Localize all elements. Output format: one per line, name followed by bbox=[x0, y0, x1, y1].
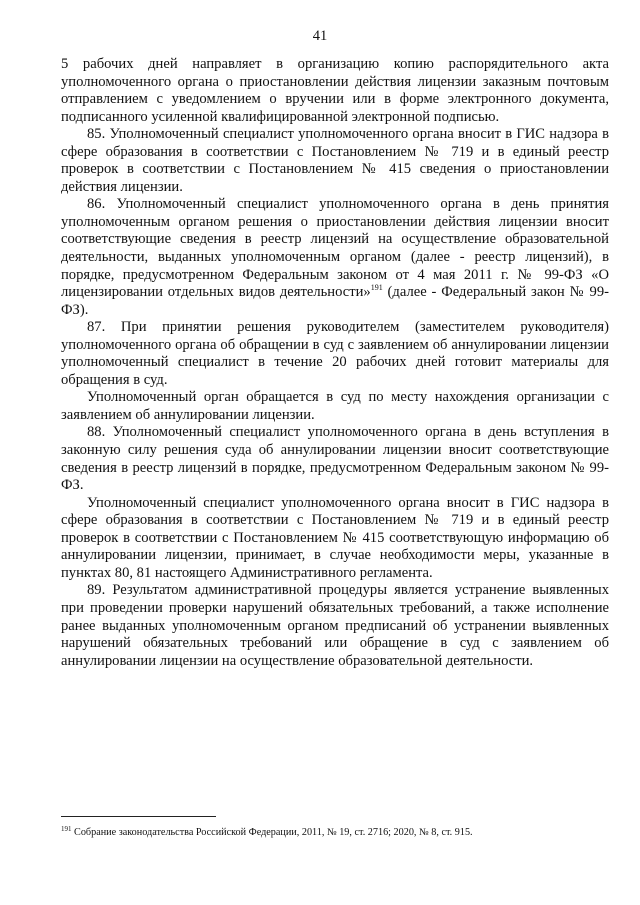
paragraph-88-gis: Уполномоченный специалист уполномоченного органа вносит в ГИС надзора в сфере образования в соответствии с Постановлением № 719 и в единый реестр проверок в соответствии с Постановлением № 415 соответствующую информацию об аннулировании лицензии, принимает, в случае необходимости меры, указанные в пунктах 80, 81 настоящего Административного регламента. bbox=[61, 494, 609, 581]
body-text bbox=[61, 56, 609, 670]
paragraph-88: 88. Уполномоченный специалист уполномоченного органа в день вступления в законную силу решения суда об аннулировании лицензии вносит соответствующие сведения в реестр лицензий в порядке, предусмотренном Федеральным законом № 99-ФЗ. bbox=[61, 424, 609, 494]
page-number: 41 bbox=[312, 28, 328, 44]
paragraph-85: 85. Уполномоченный специалист уполномоченного органа вносит в ГИС надзора в сфере образования в соответствии с Постановлением № 719 и в единый реестр проверок в соответствии с Постановлением № 415 сведения о приостановлении действия лицензии. bbox=[61, 126, 609, 195]
paragraph-87-court: Уполномоченный орган обращается в суд по месту нахождения организации с заявлением об аннулировании лицензии. bbox=[61, 389, 609, 423]
paragraph-86 bbox=[61, 196, 609, 319]
footnote-divider bbox=[61, 816, 216, 817]
paragraph-86-text-after: (далее - Федеральный закон № 99-ФЗ). bbox=[61, 284, 610, 318]
footnote-number: 191 bbox=[61, 825, 72, 833]
paragraph-continuation: 5 рабочих дней направляет в организацию копию распорядительного акта уполномоченного органа о приостановлении действия лицензии заказным почтовым отправлением с уведомлением о вручении или в форме электронного документа, подписанного усиленной квалифицированной электронной подписью. bbox=[61, 56, 609, 125]
footnote bbox=[61, 826, 609, 839]
paragraph-87: 87. При принятии решения руководителем (заместителем руководителя) уполномоченного органа об обращении в суд с заявлением об аннулировании лицензии уполномоченный специалист в течение 20 рабочих дней готовит материалы для обращения в суд. bbox=[61, 319, 609, 388]
paragraph-86-text: 86. Уполномоченный специалист уполномоченного органа в день принятия уполномоченным органом решения о приостановлении действия лицензии вносит соответствующие сведения в реестр лицензий на осуществление образовательной деятельности, выданных уполномоченным органом (далее - реестр лицензий), в порядке, предусмотренном Федеральным законом от 4 мая 2011 г. № 99-ФЗ «О лицензировании отдельных видов деятельности» bbox=[61, 196, 609, 301]
paragraph-89: 89. Результатом административной процедуры является устранение выявленных при проведении проверки нарушений обязательных требований, а также исполнение ранее выданных уполномоченным органом предписаний об устранении выявленных нарушений обязательных требований или обращение в суд с заявлением об аннулировании лицензии на осуществление образовательной деятельности. bbox=[61, 582, 609, 669]
footnote-reference: 191 bbox=[370, 283, 383, 293]
footnote-text: Собрание законодательства Российской Федерации, 2011, № 19, ст. 2716; 2020, № 8, ст. 915. bbox=[71, 827, 473, 838]
